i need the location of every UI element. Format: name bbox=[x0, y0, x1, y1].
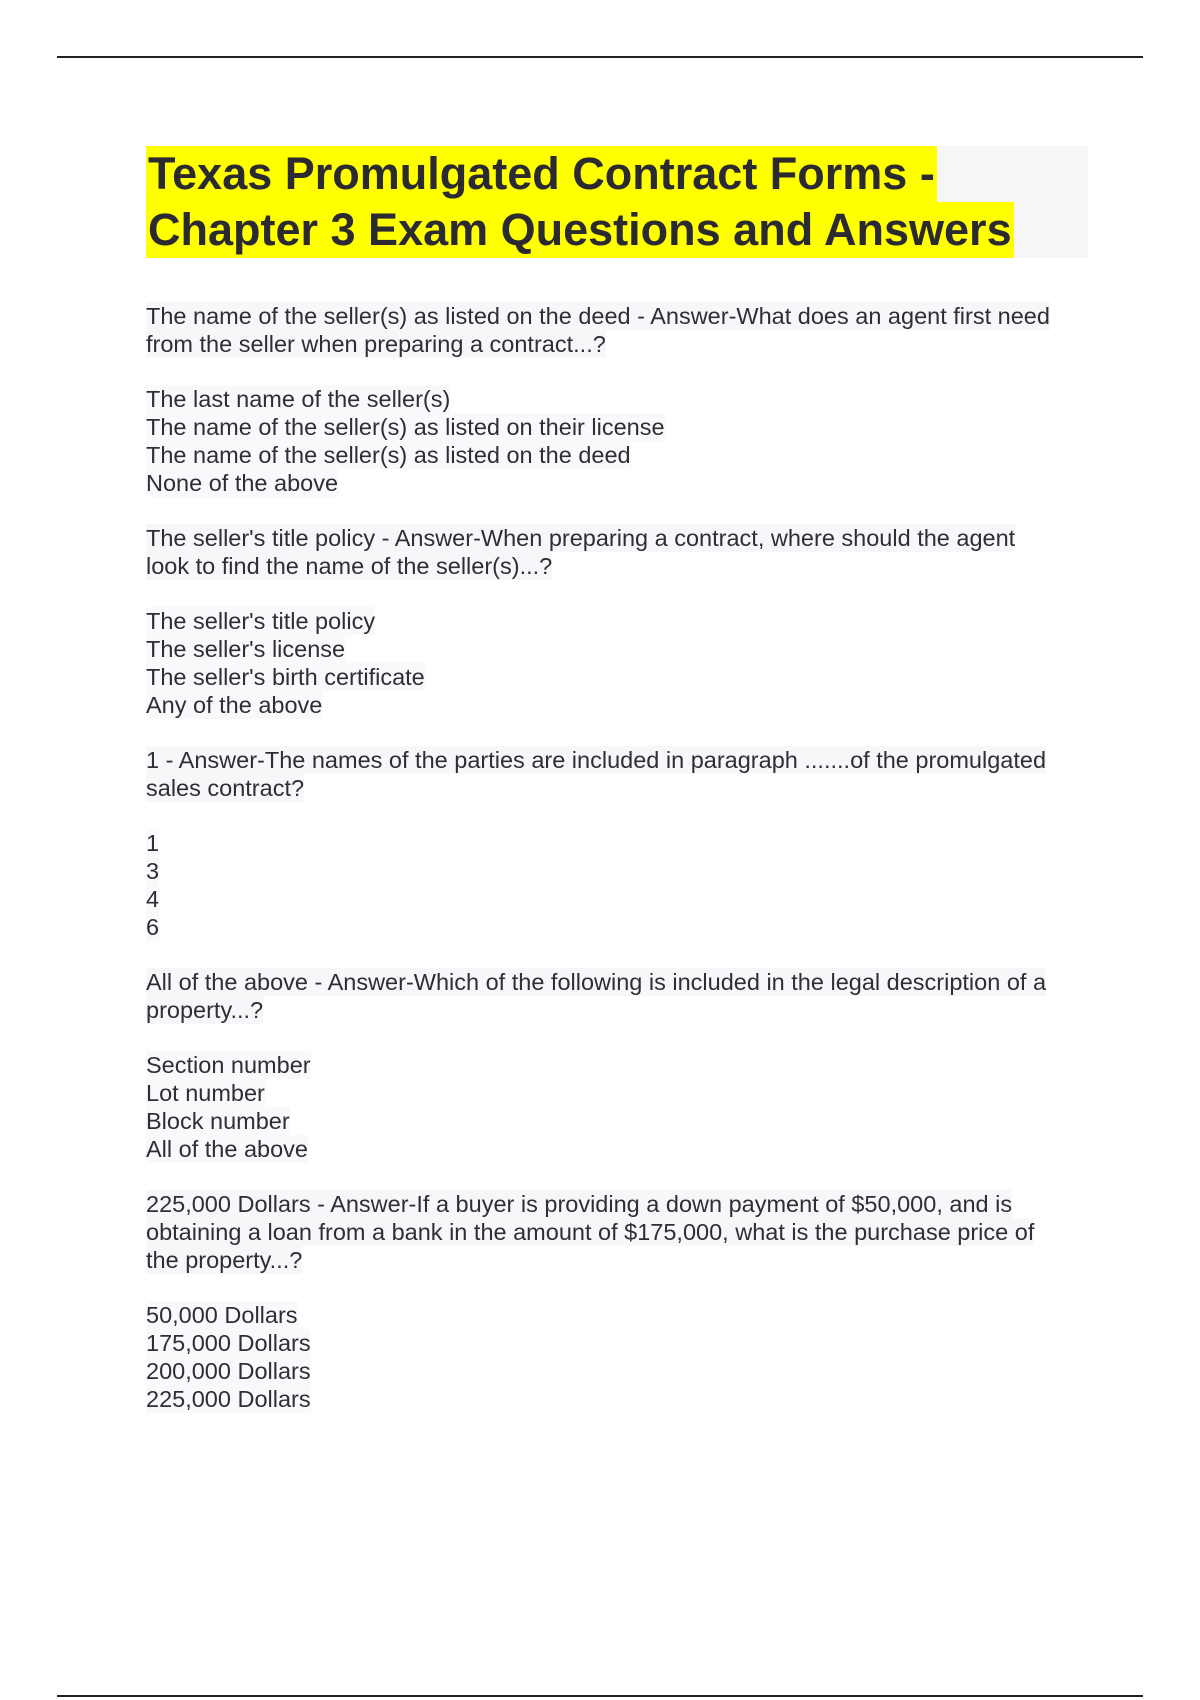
qa-item bbox=[146, 1190, 1096, 1413]
option-list bbox=[146, 829, 1096, 941]
option-item: All of the above bbox=[146, 1136, 308, 1162]
question-line: look to find the name of the seller(s)...? bbox=[146, 553, 553, 579]
option-item: 1 bbox=[146, 830, 160, 856]
question-text bbox=[146, 746, 1096, 802]
question-text bbox=[146, 1190, 1096, 1274]
option-item: 225,000 Dollars bbox=[146, 1386, 311, 1412]
option-list bbox=[146, 385, 1096, 497]
title-line-2: Chapter 3 Exam Questions and Answers bbox=[146, 202, 1014, 258]
title-line-1: Texas Promulgated Contract Forms - bbox=[146, 146, 937, 202]
option-list bbox=[146, 1301, 1096, 1413]
question-line: The name of the seller(s) as listed on the deed - Answer-What does an agent first need bbox=[146, 303, 1050, 329]
option-item: Any of the above bbox=[146, 692, 323, 718]
question-text bbox=[146, 524, 1096, 580]
option-item: Lot number bbox=[146, 1080, 265, 1106]
option-item: 4 bbox=[146, 886, 160, 912]
question-line: property...? bbox=[146, 997, 264, 1023]
option-list bbox=[146, 1051, 1096, 1163]
option-item: The seller's birth certificate bbox=[146, 664, 425, 690]
option-item: The seller's title policy bbox=[146, 608, 376, 634]
option-item: The name of the seller(s) as listed on their license bbox=[146, 414, 665, 440]
option-item: The name of the seller(s) as listed on the deed bbox=[146, 442, 631, 468]
option-item: The seller's license bbox=[146, 636, 346, 662]
question-text bbox=[146, 302, 1096, 358]
question-line: from the seller when preparing a contract...? bbox=[146, 331, 606, 357]
question-line: All of the above - Answer-Which of the following is included in the legal description of a bbox=[146, 969, 1047, 995]
option-item: 50,000 Dollars bbox=[146, 1302, 298, 1328]
option-item: 175,000 Dollars bbox=[146, 1330, 311, 1356]
question-line: 225,000 Dollars - Answer-If a buyer is providing a down payment of $50,000, and is bbox=[146, 1191, 1013, 1217]
bottom-rule bbox=[57, 1695, 1143, 1697]
document-body bbox=[146, 146, 1096, 1440]
option-item: 6 bbox=[146, 914, 160, 940]
question-line: the property...? bbox=[146, 1247, 303, 1273]
top-rule bbox=[57, 56, 1143, 58]
option-item: Section number bbox=[146, 1052, 311, 1078]
question-line: The seller's title policy - Answer-When preparing a contract, where should the agent bbox=[146, 525, 1016, 551]
question-line: sales contract? bbox=[146, 775, 305, 801]
option-item: The last name of the seller(s) bbox=[146, 386, 451, 412]
option-item: Block number bbox=[146, 1108, 290, 1134]
question-line: obtaining a loan from a bank in the amount of $175,000, what is the purchase price of bbox=[146, 1219, 1035, 1245]
option-item: 200,000 Dollars bbox=[146, 1358, 311, 1384]
question-line: 1 - Answer-The names of the parties are included in paragraph .......of the promulgated bbox=[146, 747, 1047, 773]
option-list bbox=[146, 607, 1096, 719]
question-text bbox=[146, 968, 1096, 1024]
qa-item bbox=[146, 746, 1096, 941]
qa-item bbox=[146, 524, 1096, 719]
qa-item bbox=[146, 302, 1096, 497]
page-title bbox=[146, 146, 1088, 258]
option-item: 3 bbox=[146, 858, 160, 884]
qa-item bbox=[146, 968, 1096, 1163]
option-item: None of the above bbox=[146, 470, 339, 496]
